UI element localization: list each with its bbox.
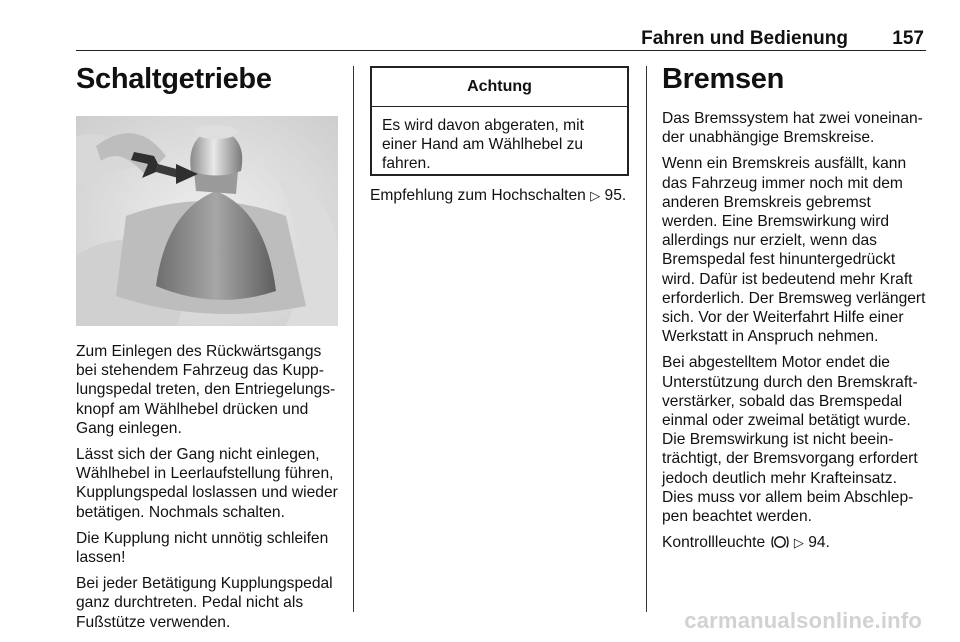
gear-shift-photo [76,116,338,326]
section-heading-schaltgetriebe: Schaltgetriebe [76,63,272,95]
crossref-line [370,186,640,205]
lamp-text: Kontrollleuchte [662,534,766,552]
paragraph: Lässt sich der Gang nicht einlegen, Wählhebel in Leerlaufstellung führen, Kupplungspedal loslassen und wieder betätigen. Nochmals schalten. [76,446,338,521]
paragraph: Die Kupplung nicht unnötig schleifen lassen! [76,529,329,567]
arrow-reference-icon: ▷ [590,188,601,203]
paragraph: Wenn ein Bremskreis ausfällt, kann das Fahrzeug immer noch mit dem anderen Bremskreis gebremst werden. Eine Bremswirkung wird allerdings nur erzielt, wenn das Bremspedal fest hinuntergedrückt wird. Dafür ist bedeutend mehr Kraft erforderlich. Der Bremsweg verlängert sich. Vor der Weiterfahrt Hilfe einer Werkstatt in Anspruch nehmen. [662,155,926,346]
paragraph: Das Bremssystem hat zwei voneinander unabhängige Bremskreise. [662,110,923,147]
left-column-text [76,342,346,639]
page-header [76,26,926,51]
arrow-reference-icon: ▷ [793,535,804,551]
header-title: Fahren und Bedienung [641,28,848,49]
warning-text: Es wird davon abgeraten, mit einer Hand am Wählhebel zu fahren. [382,117,584,173]
paragraph: Bei abgestelltem Motor endet die Unterstützung durch den Bremskraftverstärker, sobald das Bremspedal einmal oder zweimal betätigt wurde. Die Bremswirkung ist nicht beeinträchtigt, der Bremsvorgang erfordert jedoch deutlich mehr Krafteinsatz. Dies muss vor allem beim Abschleppen beachtet werden. [662,354,918,526]
lamp-line [662,533,928,552]
lamp-page-link[interactable]: 94. [808,534,830,552]
warning-box [370,66,629,176]
crossref-page-link[interactable]: 95. [604,187,627,204]
page-number: 157 [892,28,924,49]
watermark: carmanualsonline.info [684,608,922,633]
section-heading-bremsen: Bremsen [662,63,785,95]
crossref-text: Empfehlung zum Hochschalten [370,187,586,204]
paragraph: Bei jeder Betätigung Kupplungspedal ganz durchtreten. Pedal nicht als Fußstütze verwenden. [76,575,333,631]
right-column-text [662,109,928,559]
paragraph: Zum Einlegen des Rückwärtsgangs bei stehendem Fahrzeug das Kupplungspedal treten, den Entriegelungsknopf am Wählhebel drücken und Gang einlegen. [76,343,336,437]
warning-title: Achtung [372,68,627,107]
brake-warning-lamp-icon [770,534,790,550]
column-divider-right [646,66,647,612]
middle-column-text [370,186,640,212]
column-divider-left [353,66,354,612]
